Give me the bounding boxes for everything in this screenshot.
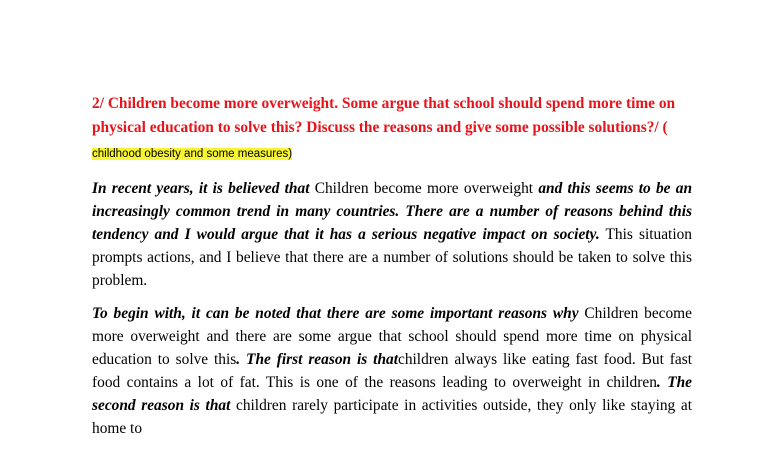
question-text: 2/ Children become more overweight. Some argue that school should spend more time on physical education to solve this? Discuss the reasons and give some possible solutions?	[92, 95, 676, 136]
document-content	[92, 92, 692, 450]
body-paragraph-1	[92, 302, 692, 440]
intro-plain-1: Children become more overweight	[309, 180, 539, 197]
introduction-paragraph	[92, 177, 692, 292]
body1-bold-italic-3: . The second reason is that	[92, 374, 692, 414]
intro-plain-2: This situation prompts actions, and I believe that there are a number of solutions should be taken to solve this problem.	[92, 226, 692, 289]
body1-plain-3: children rarely participate in activities outside, they only like staying at home to	[92, 397, 692, 437]
heading-separator: / (	[654, 119, 668, 136]
body1-plain-2: children always like eating fast food. But fast food contains a lot of fat. This is one of the reasons leading to overweight in children	[92, 351, 692, 391]
intro-bold-italic-1: In recent years, it is believed that	[92, 180, 310, 197]
body1-bold-italic-1: To begin with, it can be noted that there are some important reasons why	[92, 305, 579, 322]
body1-plain-1: Children become more overweight and there are some argue that school should spend more time on physical education to solve this	[92, 305, 692, 368]
highlighted-topic: childhood obesity and some measures)	[92, 148, 293, 160]
intro-bold-italic-2: and this seems to be an increasingly common trend in many countries. There are a number of reasons behind this tendency and I would argue that it has a serious negative impact on society.	[92, 180, 692, 243]
essay-question-heading	[92, 92, 692, 166]
body1-bold-italic-2: . The first reason is that	[236, 351, 398, 368]
